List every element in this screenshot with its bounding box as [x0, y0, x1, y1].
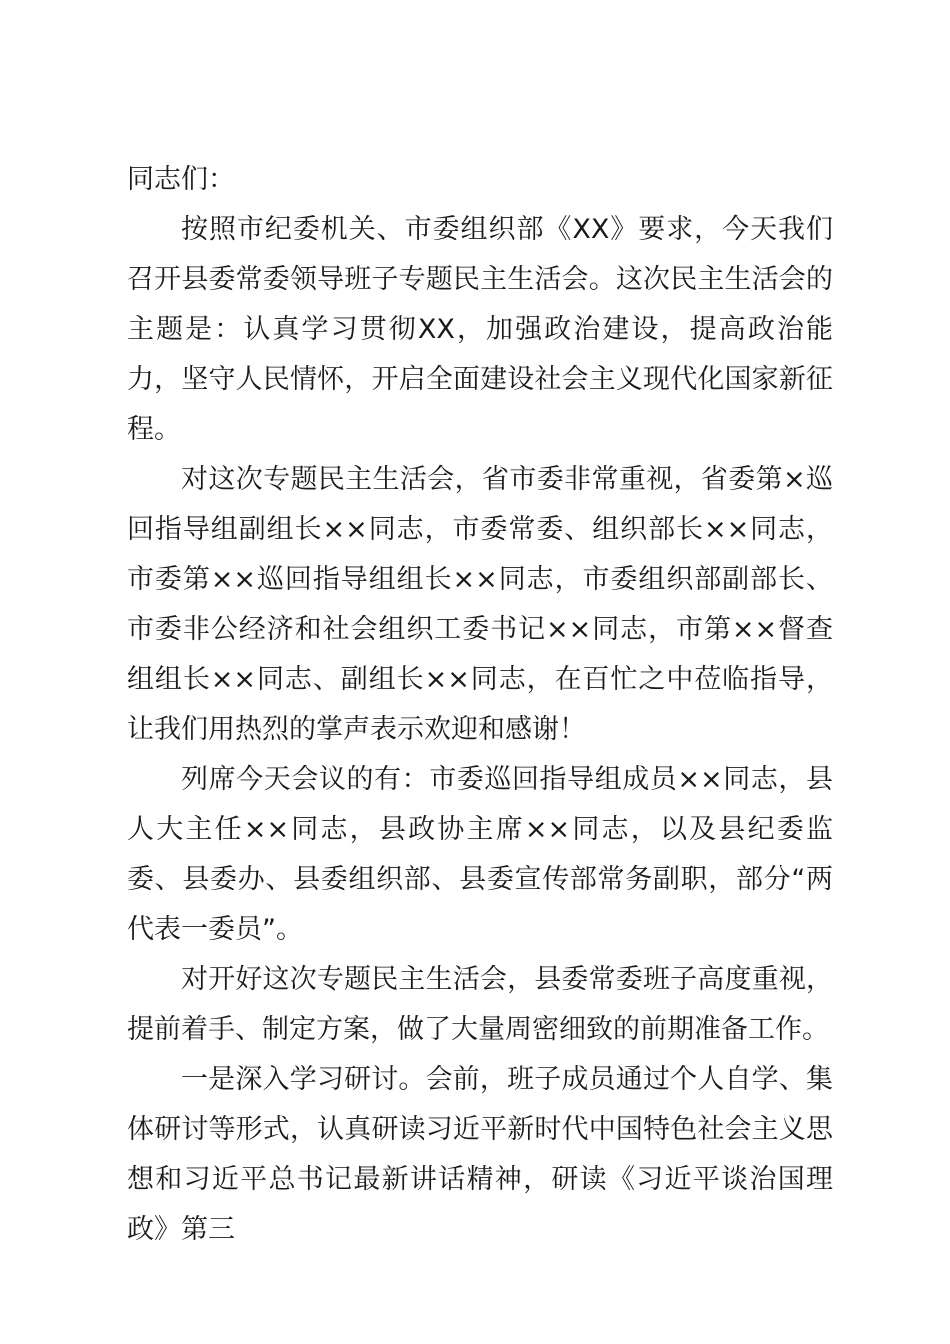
salutation: 同志们： [127, 164, 235, 195]
paragraph-welcome-guests: 对这次专题民主生活会，省市委非常重视，省委第×巡回指导组副组长××同志，市委常委、组织部长××同志，市委第××巡回指导组组长××同志，市委组织部副部长、市委非公经济和社会组织工委书记××同志，市第××督查组组长××同志、副组长××同志，在百忙之中莅临指导，让我们用热烈的掌声表示欢迎和感谢！ [127, 464, 833, 745]
paragraph-attendees: 列席今天会议的有：市委巡回指导组成员××同志，县人大主任××同志，县政协主席××同志，以及县纪委监委、县委办、县委组织部、县委宣传部常务副职，部分“两代表一委员”。 [127, 764, 833, 945]
paragraph-meeting-theme: 按照市纪委机关、市委组织部《XX》要求，今天我们召开县委常委领导班子专题民主生活会。这次民主生活会的主题是：认真学习贯彻XX，加强政治建设，提高政治能力，坚守人民情怀，开启全面建设社会主义现代化国家新征程。 [127, 214, 833, 445]
document-body [127, 155, 833, 1255]
paragraph-preparation: 对开好这次专题民主生活会，县委常委班子高度重视，提前着手、制定方案，做了大量周密细致的前期准备工作。 [127, 964, 833, 1045]
paragraph-study-discussion: 一是深入学习研讨。会前，班子成员通过个人自学、集体研讨等形式，认真研读习近平新时代中国特色社会主义思想和习近平总书记最新讲话精神，研读《习近平谈治国理政》第三 [127, 1064, 833, 1245]
